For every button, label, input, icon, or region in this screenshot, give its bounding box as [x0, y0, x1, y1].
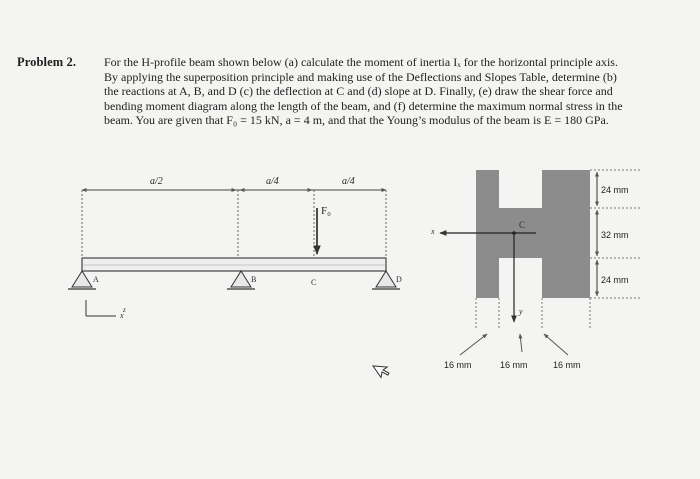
dim-top-flange: 24 mm [601, 185, 629, 195]
support-A [68, 271, 99, 289]
support-D [372, 271, 402, 289]
beam-axis-label-x: x [120, 311, 124, 320]
dim-web: 32 mm [601, 230, 629, 240]
centroid-point [512, 231, 516, 235]
problem-number: Problem 2. [17, 55, 77, 69]
beam-diagram [68, 176, 402, 320]
span-label-1: a/2 [150, 176, 163, 187]
support-B [227, 271, 256, 289]
dim-bottom-flange: 24 mm [601, 275, 629, 285]
support-label-B: B [251, 275, 257, 284]
section-axis-label-x: x [431, 227, 435, 236]
beam [82, 258, 386, 271]
point-label-C: C [311, 278, 317, 287]
centroid-label: C [519, 220, 526, 230]
h-section-diagram [430, 170, 640, 370]
problem-line-2: By applying the superposition principle and making use of the Deflections and Slopes Table, determine (b) [104, 69, 617, 84]
support-label-A: A [93, 275, 99, 284]
dim-right-flange-width: 16 mm [553, 360, 581, 370]
support-label-D: D [396, 275, 402, 284]
mouse-cursor-icon [373, 360, 391, 379]
problem-line-1: For the H-profile beam shown below (a) calculate the moment of inertia Iₓ for the horizontal principle axis. [104, 55, 618, 69]
h-section-shape [476, 170, 590, 298]
beam-axes [86, 300, 126, 320]
span-label-2: a/4 [266, 176, 279, 187]
dim-web-width: 16 mm [500, 360, 528, 370]
problem-line-5: beam. You are given that F₀ = 15 kN, a = 4 m, and that the Young’s modulus of the beam is E = 180 GPa. [104, 113, 609, 128]
beam-axis-label-z: z [123, 306, 126, 314]
dim-left-flange-width: 16 mm [444, 360, 472, 370]
load-label: F₀ [321, 205, 331, 217]
section-axis-label-y: y [519, 307, 523, 316]
problem-line-3: the reactions at A, B, and D (c) the deflection at C and (d) slope at D. Finally, (e) draw the shear force and [104, 84, 613, 99]
span-label-3: a/4 [342, 176, 355, 187]
problem-line-4: bending moment diagram along the length of the beam, and (f) determine the maximum normal stress in the [104, 98, 623, 113]
